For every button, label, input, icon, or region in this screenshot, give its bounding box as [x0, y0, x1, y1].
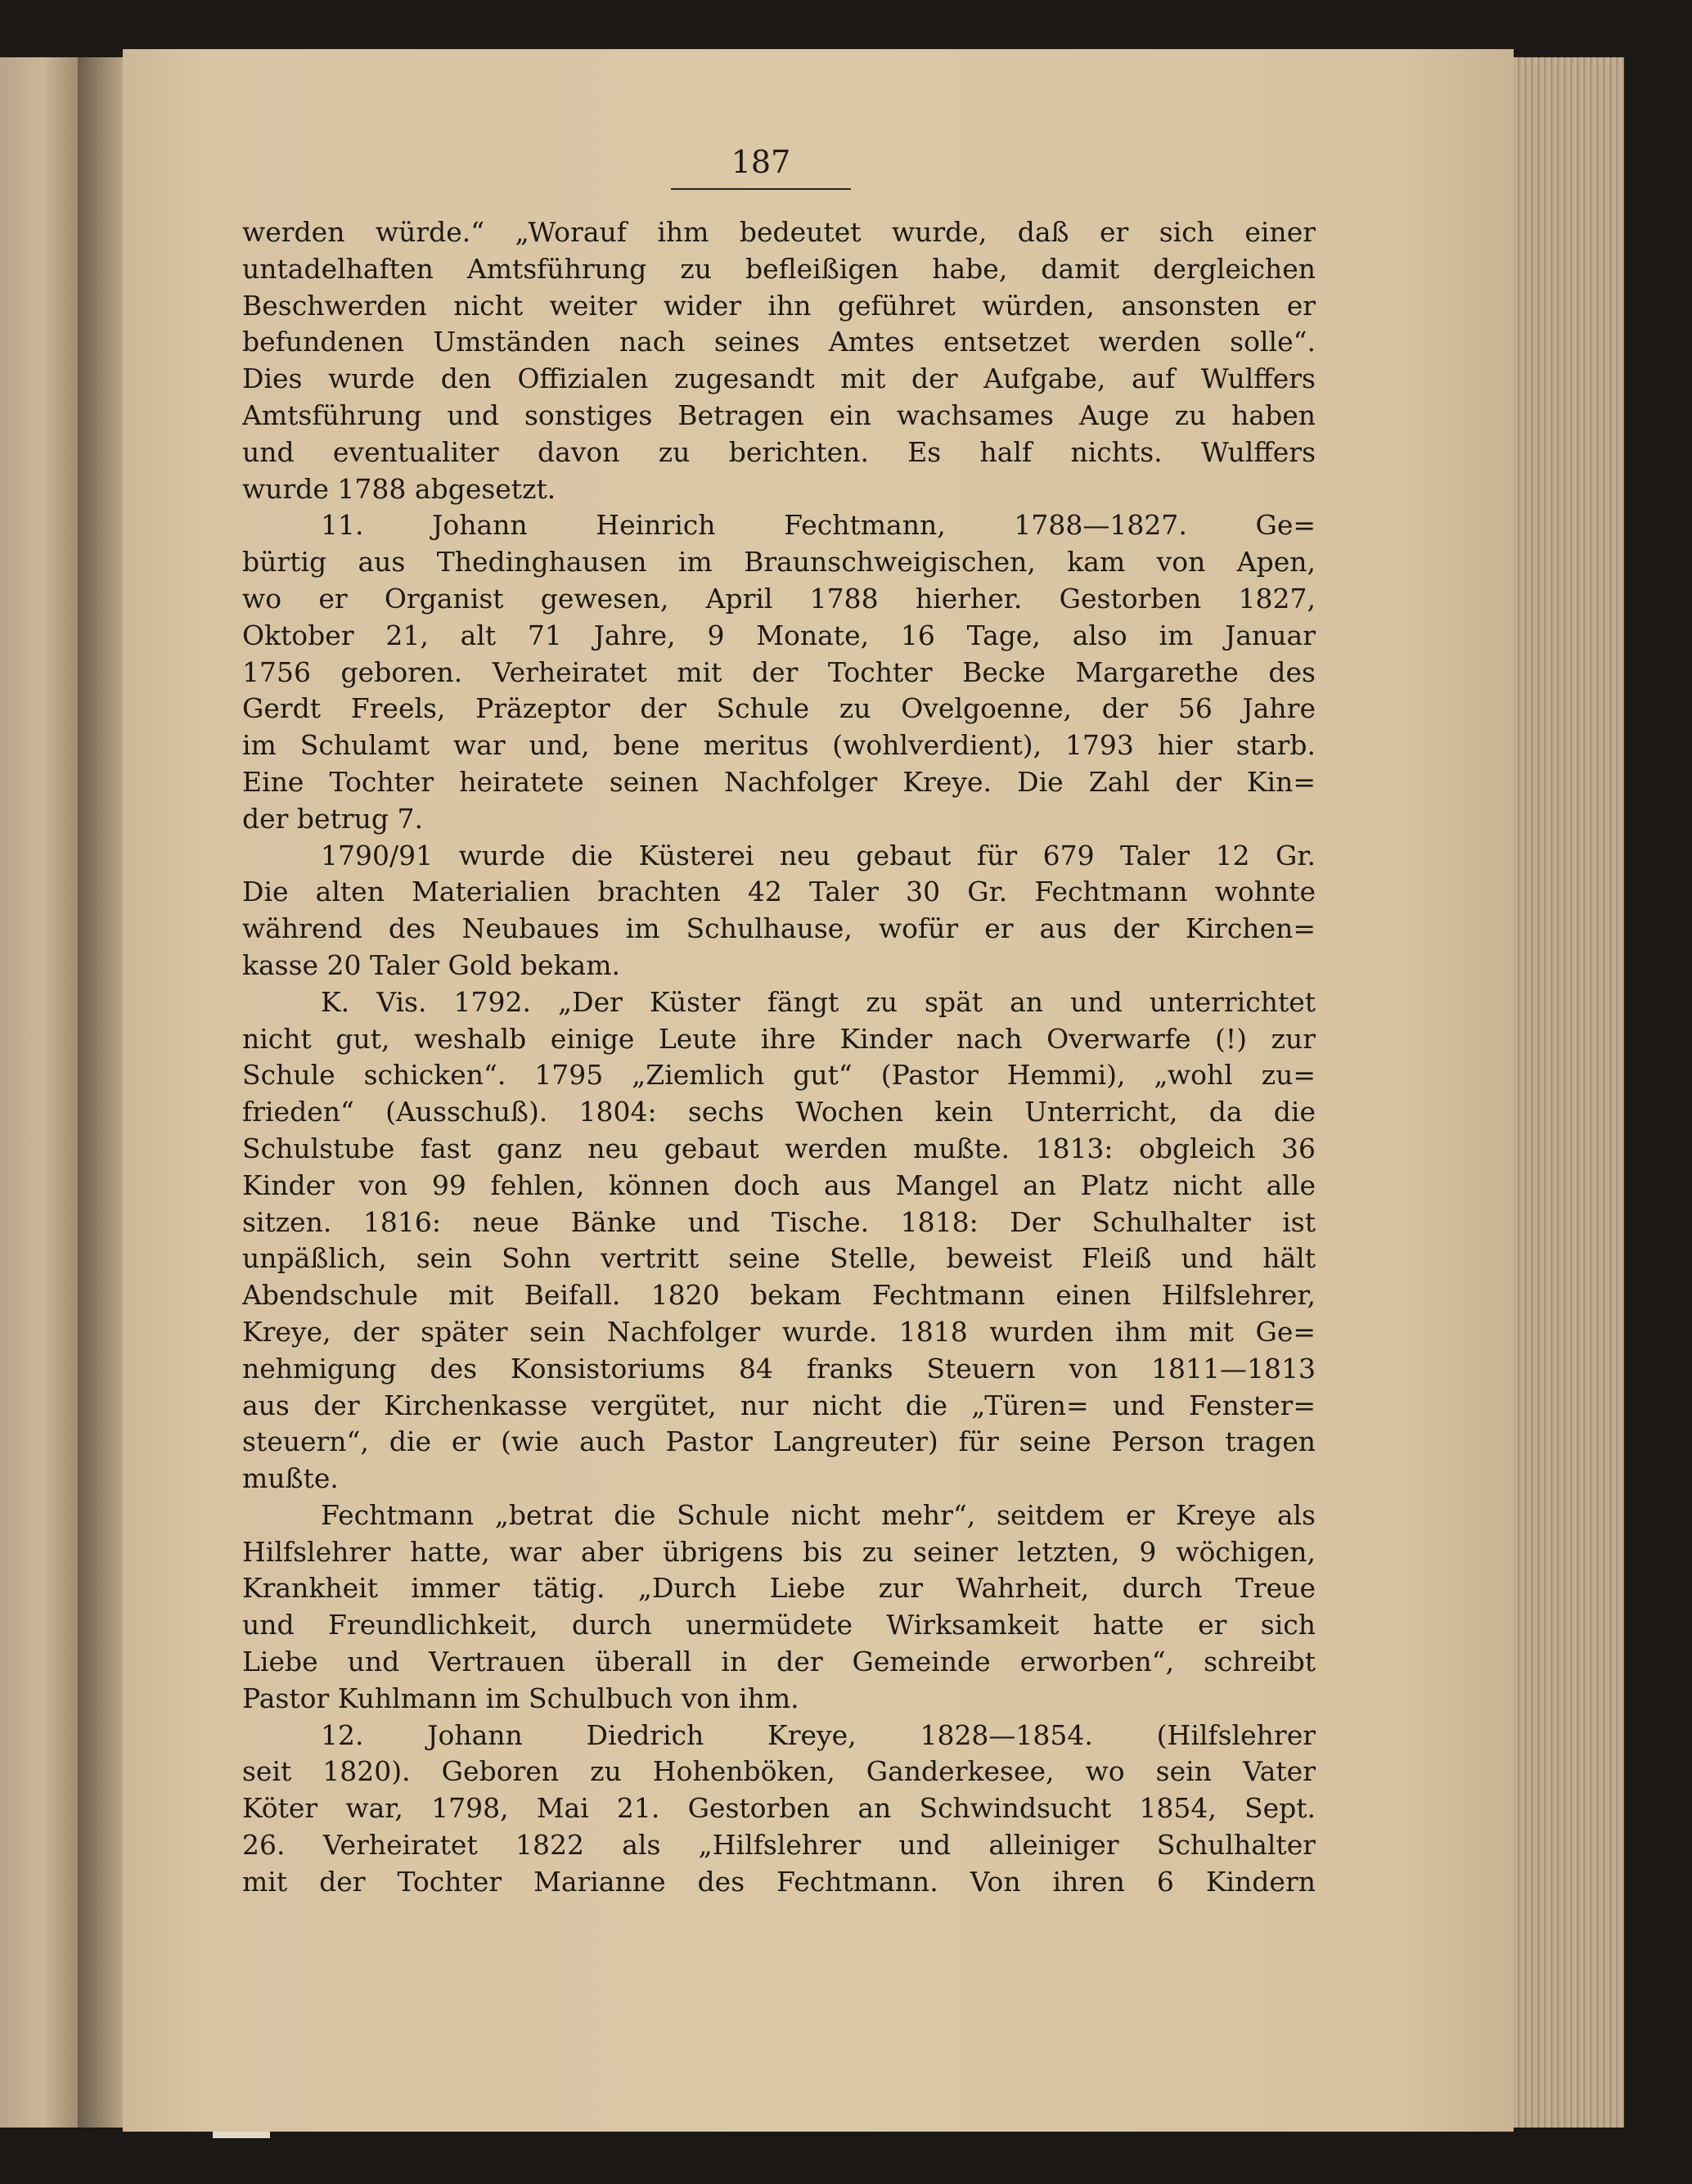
text-line: während des Neubaues im Schulhause, wofür er aus der Kirchen= — [242, 912, 1316, 945]
page-edges-stack — [1501, 57, 1624, 2128]
text-line: seit 1820). Geboren zu Hohenböken, Ganderkesee, wo sein Vater — [242, 1755, 1316, 1788]
text-line: Dies wurde den Offizialen zugesandt mit der Aufgabe, auf Wulffers — [242, 362, 1316, 395]
page-number: 187 — [731, 144, 791, 180]
text-line: K. Vis. 1792. „Der Küster fängt zu spät an und unterrichtet — [321, 985, 1316, 1018]
text-line: im Schulamt war und, bene meritus (wohlverdient), 1793 hier starb. — [242, 729, 1316, 762]
text-line: Die alten Materialien brachten 42 Taler 30 Gr. Fechtmann wohnte — [242, 876, 1316, 908]
text-line: nicht gut, weshalb einige Leute ihre Kinder nach Overwarfe (!) zur — [242, 1022, 1316, 1055]
text-line: Kinder von 99 fehlen, können doch aus Mangel an Platz nicht alle — [242, 1169, 1316, 1201]
text-line: Schule schicken“. 1795 „Ziemlich gut“ (Pastor Hemmi), „wohl zu= — [242, 1059, 1316, 1092]
text-line: und Freundlichkeit, durch unermüdete Wirksamkeit hatte er sich — [242, 1609, 1316, 1641]
text-line: werden würde.“ „Worauf ihm bedeutet wurde, daß er sich einer — [242, 216, 1316, 248]
text-line: mußte. — [242, 1462, 339, 1495]
body-text — [242, 214, 1316, 1901]
text-line: 1756 geboren. Verheiratet mit der Tochter Becke Margarethe des — [242, 655, 1316, 688]
text-line: Köter war, 1798, Mai 21. Gestorben an Schwindsucht 1854, Sept. — [242, 1792, 1316, 1825]
text-line: Schulstube fast ganz neu gebaut werden mußte. 1813: obgleich 36 — [242, 1132, 1316, 1164]
text-line: steuern“, die er (wie auch Pastor Langreuter) für seine Person tragen — [242, 1425, 1316, 1458]
text-line: Fechtmann „betrat die Schule nicht mehr“, seitdem er Kreye als — [321, 1498, 1316, 1531]
text-line: Abendschule mit Beifall. 1820 bekam Fechtmann einen Hilfslehrer, — [242, 1279, 1316, 1312]
text-line: unpäßlich, sein Sohn vertritt seine Stelle, beweist Fleiß und hält — [242, 1242, 1316, 1275]
text-line: Krankheit immer tätig. „Durch Liebe zur Wahrheit, durch Treue — [242, 1572, 1316, 1605]
scan-edge-mark — [213, 2132, 270, 2138]
text-line: wo er Organist gewesen, April 1788 hierher. Gestorben 1827, — [242, 582, 1316, 615]
text-line: nehmigung des Konsistoriums 84 franks Steuern von 1811—1813 — [242, 1352, 1316, 1385]
text-line: kasse 20 Taler Gold bekam. — [242, 948, 621, 981]
section-heading-line: 12. Johann Diedrich Kreye, 1828—1854. (Hilfslehrer — [321, 1718, 1316, 1751]
text-line: 26. Verheiratet 1822 als „Hilfslehrer und alleiniger Schulhalter — [242, 1829, 1316, 1862]
text-line: Amtsführung und sonstiges Betragen ein wachsames Auge zu haben — [242, 399, 1316, 431]
text-line: Eine Tochter heiratete seinen Nachfolger Kreye. Die Zahl der Kin= — [242, 765, 1316, 798]
text-line: 1790/91 wurde die Küsterei neu gebaut für 679 Taler 12 Gr. — [321, 839, 1316, 871]
text-line: bürtig aus Thedinghausen im Braunschweigischen, kam von Apen, — [242, 546, 1316, 579]
text-line: sitzen. 1816: neue Bänke und Tische. 1818: Der Schulhalter ist — [242, 1205, 1316, 1238]
text-line: befundenen Umständen nach seines Amtes entsetzet werden solle“. — [242, 326, 1316, 358]
text-line: mit der Tochter Marianne des Fechtmann. Von ihren 6 Kindern — [242, 1865, 1316, 1898]
facing-page-edge — [0, 57, 78, 2128]
text-line: Gerdt Freels, Präzeptor der Schule zu Ovelgoenne, der 56 Jahre — [242, 692, 1316, 725]
text-line: Beschwerden nicht weiter wider ihn geführet würden, ansonsten er — [242, 289, 1316, 322]
text-line: der betrug 7. — [242, 802, 423, 835]
text-line: aus der Kirchenkasse vergütet, nur nicht die „Türen= und Fenster= — [242, 1389, 1316, 1421]
text-line: untadelhaften Amtsführung zu befleißigen habe, damit dergleichen — [242, 252, 1316, 285]
section-heading-line: 11. Johann Heinrich Fechtmann, 1788—1827. Ge= — [321, 509, 1316, 542]
text-line: und eventualiter davon zu berichten. Es half nichts. Wulffers — [242, 435, 1316, 468]
text-line: Oktober 21, alt 71 Jahre, 9 Monate, 16 Tage, also im Januar — [242, 619, 1316, 651]
text-line: wurde 1788 abgesetzt. — [242, 472, 556, 505]
text-line: Pastor Kuhlmann im Schulbuch von ihm. — [242, 1682, 799, 1714]
text-line: Liebe und Vertrauen überall in der Gemeinde erworben“, schreibt — [242, 1646, 1316, 1678]
text-line: frieden“ (Ausschuß). 1804: sechs Wochen kein Unterricht, da die — [242, 1096, 1316, 1128]
text-line: Kreye, der später sein Nachfolger wurde. 1818 wurden ihm mit Ge= — [242, 1315, 1316, 1348]
text-line: Hilfslehrer hatte, war aber übrigens bis zu seiner letzten, 9 wöchigen, — [242, 1535, 1316, 1568]
page-number-rule — [671, 188, 851, 190]
